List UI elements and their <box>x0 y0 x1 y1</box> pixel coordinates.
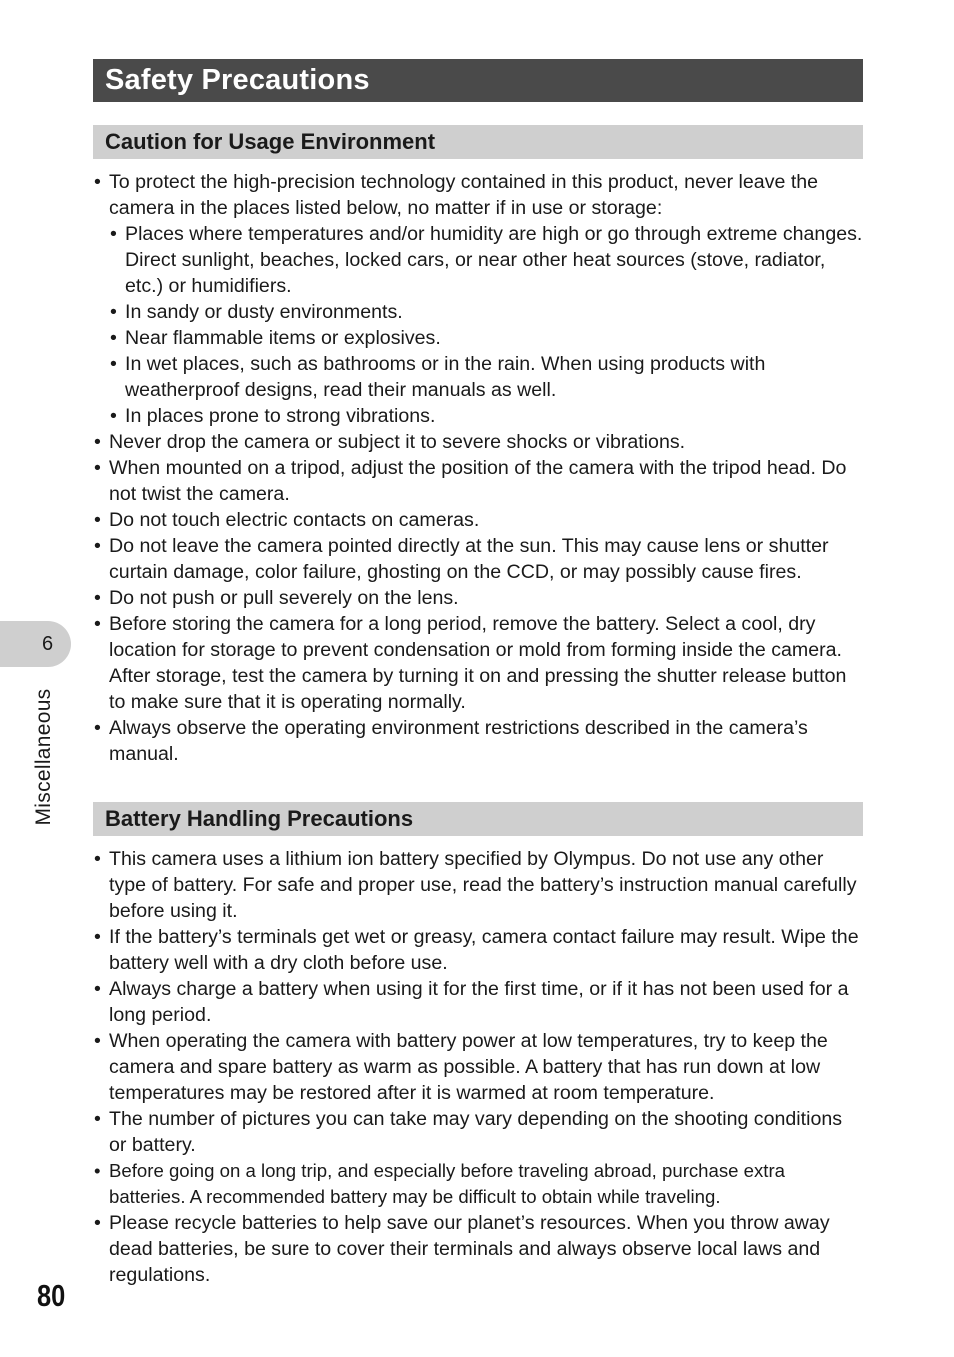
list-item: • Always observe the operating environment restrictions described in the camera’s manual. <box>93 715 863 767</box>
sub-list-item: • In sandy or dusty environments. <box>109 299 863 325</box>
list-item: • Do not leave the camera pointed directly at the sun. This may cause lens or shutter curtain damage, color failure, ghosting on the CCD, or may possibly cause fires. <box>93 533 863 585</box>
list-item: • Do not push or pull severely on the lens. <box>93 585 863 611</box>
page-number: 80 <box>37 1278 66 1313</box>
chapter-number: 6 <box>41 632 54 655</box>
sub-list-item: • Near flammable items or explosives. <box>109 325 863 351</box>
section-heading-usage <box>93 125 863 159</box>
list-item: • Please recycle batteries to help save our planet’s resources. When you throw away dead batteries, be sure to cover their terminals and always observe local laws and regulations. <box>93 1210 863 1288</box>
list-item: • Before storing the camera for a long period, remove the battery. Select a cool, dry location for storage to prevent condensation or mold from forming inside the camera. After storage, test the camera by turning it on and pressing the shutter release button to make sure that it is operating normally. <box>93 611 863 715</box>
section-heading-usage-text: Caution for Usage Environment <box>105 129 436 154</box>
list-item: • If the battery’s terminals get wet or greasy, camera contact failure may result. Wipe the battery well with a dry cloth before use. <box>93 924 863 976</box>
sub-list-item: • In wet places, such as bathrooms or in the rain. When using products with weatherproof designs, read their manuals as well. <box>109 351 863 403</box>
list-item: • This camera uses a lithium ion battery specified by Olympus. Do not use any other type of battery. For safe and proper use, read the battery’s instruction manual carefully before using it. <box>93 846 863 924</box>
sub-list-item: • Places where temperatures and/or humidity are high or go through extreme changes. Direct sunlight, beaches, locked cars, or near other heat sources (stove, radiator, etc.) or humidifiers. <box>109 221 863 299</box>
chapter-label: Miscellaneous <box>32 688 55 826</box>
section-heading-battery <box>93 802 863 836</box>
chapter-tab <box>0 621 71 667</box>
list-item: • When operating the camera with battery power at low temperatures, try to keep the camera and spare battery as warm as possible. A battery that has run down at low temperatures may be restored after it is warmed at room temperature. <box>93 1028 863 1106</box>
sub-list <box>109 221 863 429</box>
list-item: • Do not touch electric contacts on cameras. <box>93 507 863 533</box>
battery-list <box>93 846 863 1288</box>
list-item: • Never drop the camera or subject it to severe shocks or vibrations. <box>93 429 863 455</box>
section-heading-battery-text: Battery Handling Precautions <box>105 806 414 831</box>
page-title-bar <box>93 59 863 102</box>
list-item: • Always charge a battery when using it for the first time, or if it has not been used for a long period. <box>93 976 863 1028</box>
usage-list <box>93 169 863 767</box>
list-item: • When mounted on a tripod, adjust the position of the camera with the tripod head. Do not twist the camera. <box>93 455 863 507</box>
list-item: • Before going on a long trip, and especially before traveling abroad, purchase extra batteries. A recommended battery may be difficult to obtain while traveling. <box>93 1158 863 1210</box>
sub-list-item: • In places prone to strong vibrations. <box>109 403 863 429</box>
list-item-text: To protect the high-precision technology contained in this product, never leave the camera in the places listed below, no matter if in use or storage: <box>109 171 819 219</box>
page-title: Safety Precautions <box>105 64 370 96</box>
list-item: • The number of pictures you can take may vary depending on the shooting conditions or battery. <box>93 1106 863 1158</box>
list-item <box>93 169 863 429</box>
